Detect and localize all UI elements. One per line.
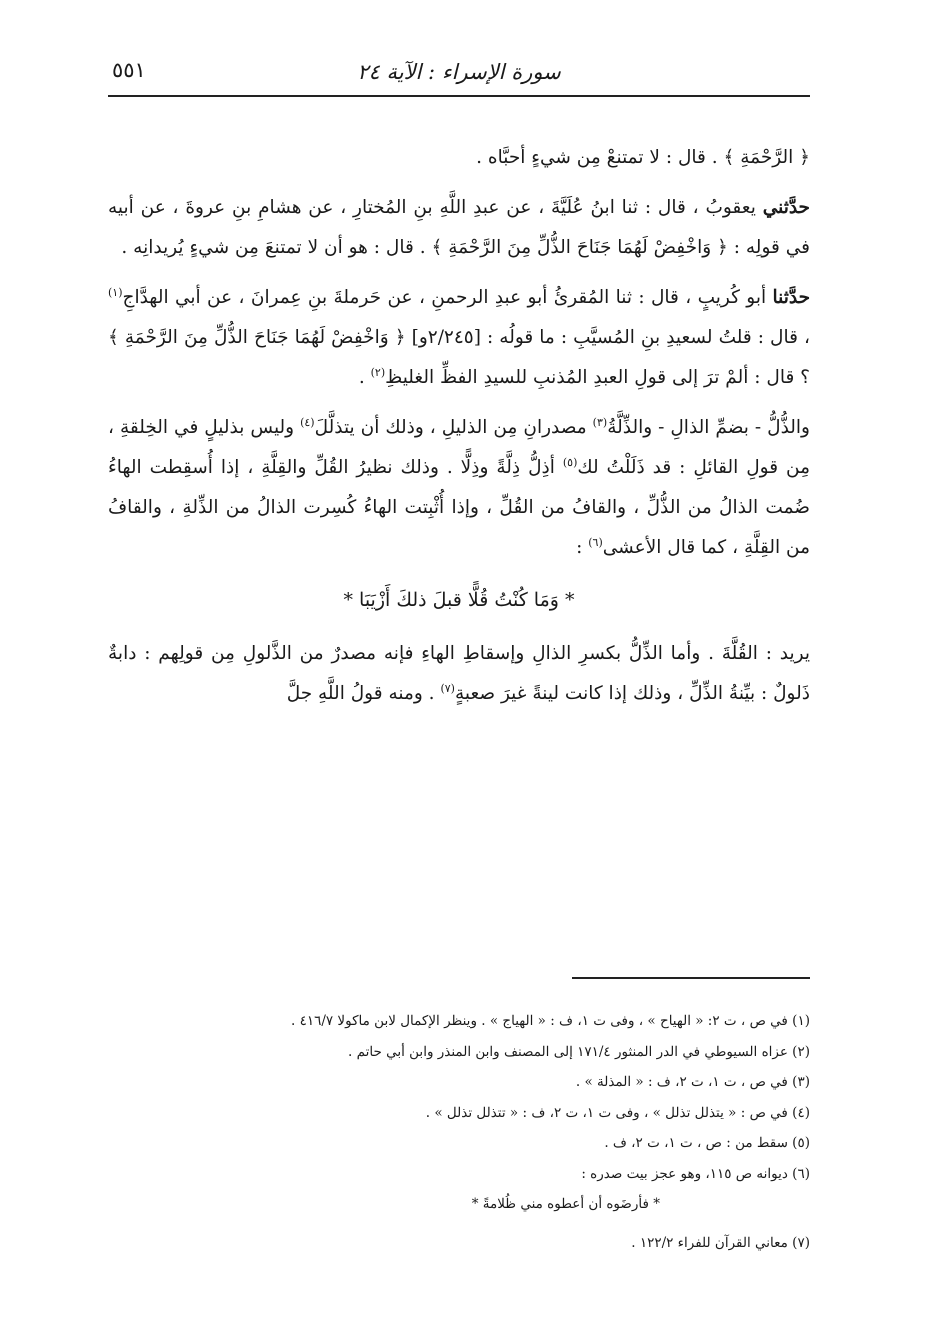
paragraph-1 (108, 138, 810, 178)
footnote-ref-7[interactable]: (٧) (440, 681, 455, 695)
footnote-3: (٣) في ص ، ت ١، ت ٢، ف : « المذلة » . (575, 1074, 810, 1090)
footnote-ref-4[interactable]: (٤) (300, 415, 315, 429)
footnote-1: (١) في ص ، ت ٢: « الهياح » ، وفى ت ١، ف : « الهياج » . وينظر الإكمال لابن ماكولا ٤١٦/٧ . (290, 1013, 810, 1029)
paragraph-2-text: يعقوبُ ، قال : ثنا ابنُ عُلَيَّةَ ، عن عبدِ اللَّهِ بنِ المُختارِ ، عن هشامِ بنِ عروةَ ، عن أبيه في قولِه : ﴿ وَاخْفِضْ لَهُمَا جَنَاحَ الذُّلِّ مِنَ الرَّحْمَةِ ﴾ . قال : هو أن لا تمتنعَ مِن شيءٍ يُريدانِه . (108, 197, 810, 258)
paragraph-5-text-a: يريد : القُلَّةَ . وأما الذِّلُّ بكسرِ الذالِ وإسقاطِ الهاءِ فإنه مصدرٌ من الذَّلولِ مِن قولِهم : دابةٌ ذَلولٌ : بيِّنةُ الذِّلِّ ، وذلك إذا كانت لينةً غيرَ صعبةٍ (108, 643, 810, 704)
paragraph-2-lead: حدَّثني (762, 197, 810, 218)
footnote-ref-1[interactable]: (١) (108, 285, 123, 299)
paragraph-4-text-a: والذُّلُّ - بضمِّ الذالِ - والذِّلَّةُ (607, 417, 810, 438)
paragraph-3-lead: حدَّثنا (772, 287, 810, 308)
paragraph-5 (108, 634, 810, 714)
paragraph-3-text-c: . (358, 367, 371, 388)
footnote-ref-6[interactable]: (٦) (588, 535, 603, 549)
page-number: ٥٥١ (112, 58, 146, 82)
footnote-ref-5[interactable]: (٥) (562, 455, 578, 469)
poetry-verse: * وَمَا كُنْتُ قُلًّا قبلَ ذلكَ أَزْيَبَا * (343, 589, 575, 611)
footnotes (108, 1006, 810, 1258)
paragraph-4-text-e: : (576, 537, 589, 558)
running-title: سورة الإسراء : الآية ٢٤ (357, 60, 561, 84)
footnote-6-verse: * فأرضَوه أن أعطوه مني ظُلامةً * (471, 1196, 660, 1212)
paragraph-4 (108, 408, 810, 568)
paragraph-3-text-b: ، قال : قلتُ لسعيدِ بنِ المُسيَّبِ : ما قولُه : [٢/٢٤٥و] ﴿ وَاخْفِضْ لَهُمَا جَنَاحَ الذُّلِّ مِنَ الرَّحْمَةِ ﴾ ؟ قال : ألمْ ترَ إلى قولِ العبدِ المُذنبِ للسيدِ الفظِّ الغليظِ (108, 327, 810, 388)
paragraph-4-text-c: وليس بذليلٍ في الخِلقةِ ، مِن قولِ القائلِ : قد ذَلَلْتُ لك (108, 417, 810, 478)
footnote-4: (٤) في ص : « يتذلل تذلل » ، وفى ت ١، ت ٢، ف : « تتذلل تذلل » . (425, 1104, 810, 1121)
main-text (108, 138, 810, 724)
paragraph-5-text-b: . ومنه قولُ اللَّهِ جلَّ (286, 683, 441, 704)
footnote-5: (٥) سقط من : ص ، ت ١، ت ٢، ف . (604, 1135, 810, 1151)
footnote-divider (572, 977, 810, 979)
paragraph-1-text: ﴿ الرَّحْمَةِ ﴾ . قال : لا تمتنعْ مِن شيءٍ أحبَّاه . (476, 147, 810, 168)
page-header (108, 52, 810, 92)
paragraph-4-text-b: مصدرانِ مِن الذليلِ ، وذلك أن يتذلَّلَ (314, 417, 593, 438)
paragraph-3 (108, 278, 810, 398)
footnote-ref-3[interactable]: (٣) (592, 415, 608, 429)
header-divider (108, 95, 810, 97)
footnote-6: (٦) ديوانه ص ١١٥، وهو عجز بيت صدره : (581, 1165, 810, 1182)
paragraph-3-text-a: أبو كُريبٍ ، قال : ثنا المُقرئُ أبو عبدِ الرحمنِ ، عن حَرملةَ بنِ عِمرانَ ، عن أبي الهدَّاجِ (122, 287, 773, 308)
footnote-2: (٢) عزاه السيوطي في الدر المنثور ١٧١/٤ إلى المصنف وابن المنذر وابن أبي حاتم . (348, 1043, 810, 1060)
paragraph-4-text-d: أذِلُّ ذِلَّةً وذِلًّا . وذلك نظيرُ القُلِّ والقِلَّةِ ، إذا أُسقِطت الهاءُ ضُمت الذالُ من الذُّلِّ ، والقافُ من القُلِّ ، وإذا أُثْبِتت الهاءُ كُسِرت الذالُ من الذِّلةِ ، والقافُ من القِلَّةِ ، كما قال الأعشى (108, 457, 810, 558)
footnote-7: (٧) معاني القرآن للفراء ١٢٢/٢ . (631, 1234, 810, 1251)
paragraph-2 (108, 188, 810, 268)
footnote-ref-2[interactable]: (٢) (370, 365, 386, 379)
